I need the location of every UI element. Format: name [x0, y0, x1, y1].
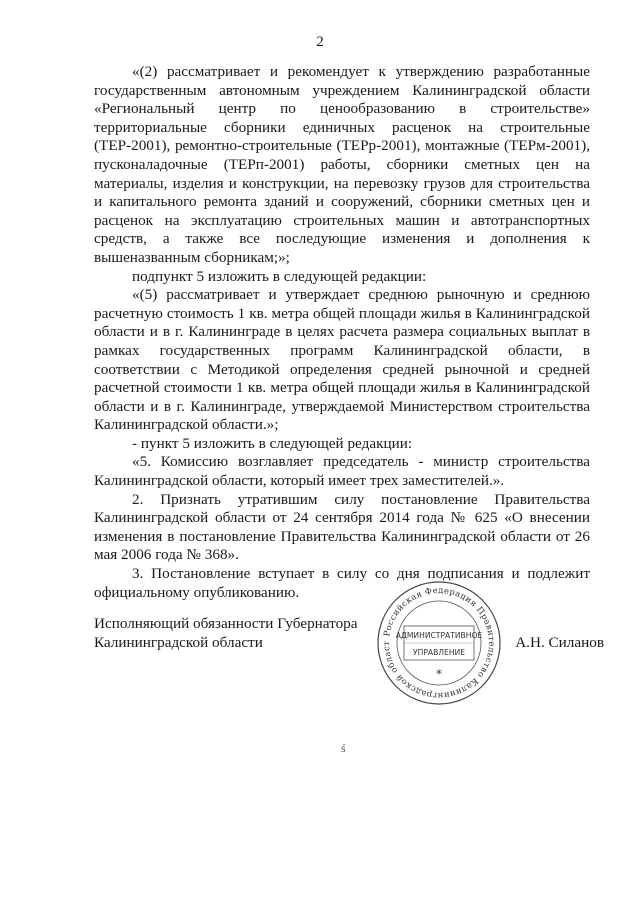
paragraph-subpoint-5-intro: подпункт 5 изложить в следующей редакции: — [132, 267, 427, 285]
paragraph-clause-3: 3. Постановление вступает в силу со дня подписания и подлежит официальному опубликованию. — [94, 565, 590, 601]
footer-mark: ś — [341, 741, 346, 755]
signatory-title-line-2: Калининградской области — [94, 634, 263, 651]
signatory-title — [94, 614, 358, 652]
page-number: 2 — [316, 34, 324, 50]
stamp-ring-text: Российская Федерация Правительство Калининградской област — [380, 584, 498, 702]
signature-block — [94, 584, 604, 702]
paragraph-item-2: «(2) рассматривает и рекомендует к утверждению разработанные государственным автономным учреждением Калининградской области «Региональный центр по ценообразованию в строительстве» территориальные сборники единичных расценок на строительные (ТЕР-2001), ремонтно-строительные (ТЕРр-2001), монтажные (ТЕРм-2001), пусконаладочные (ТЕРп-2001) работы, сборники сметных цен на материалы, изделия и конструкции, на перевозку грузов для строительства и капитального ремонта зданий и сооружений, сборники сметных цен и расценок на эксплуатацию строительных машин и автотранспортных средств, а также все последующие изменения и дополнения к вышеназванным сборникам;»; — [94, 63, 590, 266]
official-stamp — [374, 578, 504, 708]
document-body — [94, 63, 590, 602]
signatory-name: А.Н. Силанов — [515, 634, 604, 651]
stamp-star-icon: * — [436, 667, 442, 681]
stamp-inner-line-1: АДМИНИСТРАТИВНОЕ — [395, 631, 483, 640]
signatory-title-line-1: Исполняющий обязанности Губернатора — [94, 615, 358, 632]
paragraph-clause-2: 2. Признать утратившим силу постановление Правительства Калининградской области от 24 сентября 2014 года № 625 «О внесении изменения в постановление Правительства Калининградской области от 26 мая 2006 года № 368». — [94, 490, 590, 564]
paragraph-point-5-intro: - пункт 5 изложить в следующей редакции: — [132, 434, 413, 452]
paragraph-item-5: «(5) рассматривает и утверждает среднюю рыночную и среднюю расчетную стоимость 1 кв. метра общей площади жилья в Калининградской области и в г. Калининграде в целях расчета размера социальных выплат в рамках государственных программ Калининградской области, в соответствии с Методикой определения средней рыночной и средней расчетной стоимости 1 кв. метра общей площади жилья в Калининградской области и в г. Калининграде, утверждаемой Министерством строительства Калининградской области.»; — [94, 286, 590, 434]
stamp-seal-icon — [374, 578, 504, 708]
stamp-inner-line-2: УПРАВЛЕНИЕ — [412, 648, 466, 657]
paragraph-point-5: «5. Комиссию возглавляет председатель - министр строительства Калининградской области, который имеет трех заместителей.». — [94, 453, 590, 490]
